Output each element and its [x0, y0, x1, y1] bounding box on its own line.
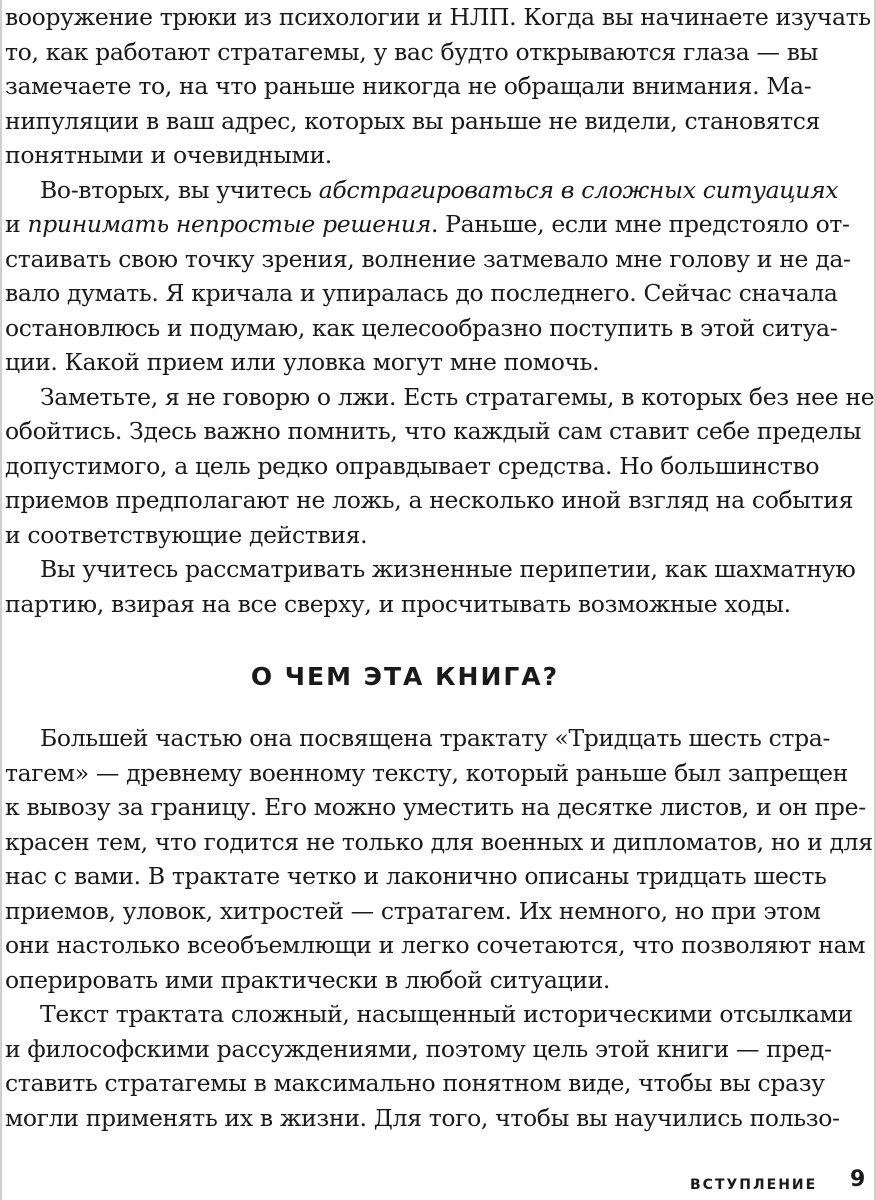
text-line: остановлюсь и подумаю, как целесообразно поступить в этой ситуа- — [5, 313, 838, 342]
text-line: нипуляции в ваш адрес, которых вы раньше не видели, становятся — [5, 106, 821, 135]
text-line: приемов, уловок, хитростей — стратагем. Их немного, но при этом — [5, 896, 821, 925]
section-heading: О ЧЕМ ЭТА КНИГА? — [250, 662, 560, 691]
body-text-upper — [5, 0, 875, 621]
text-line: они настолько всеобъемлющи и легко сочетаются, что позволяют нам — [5, 931, 866, 959]
text-line: замечаете то, на что раньше никогда не обращали внимания. Ма- — [5, 72, 812, 100]
text-line: то, как работают стратагемы, у вас будто открываются глаза — вы — [5, 37, 818, 66]
text-line: к вывозу за границу. Его можно уместить на десятке листов, и он пре- — [5, 793, 866, 821]
text-line — [5, 173, 839, 208]
text-line: стаивать свою точку зрения, волнение затмевало мне голову и не да- — [5, 244, 851, 273]
paragraph-6 — [5, 997, 853, 1135]
text-line: вооружение трюки из психологии и НЛП. Когда вы начинаете изучать — [5, 3, 871, 31]
text-line: и философскими рассуждениями, поэтому цель этой книги — пред- — [5, 1034, 832, 1063]
text-line: обойтись. Здесь важно помнить, что каждый сам ставит себе пределы — [5, 417, 862, 445]
text-line: понятными и очевидными. — [5, 141, 332, 169]
paragraph-1 — [5, 0, 871, 173]
text-line: Вы учитесь рассматривать жизненные перипетии, как шахматную — [40, 555, 856, 583]
paragraph-5 — [5, 721, 873, 997]
italic-phrase: принимать непростые решения — [27, 210, 431, 238]
text-line: могли применять их в жизни. Для того, чтобы вы научились пользо- — [5, 1103, 840, 1132]
text-line: приемов предполагают не ложь, а несколько иной взгляд на события — [5, 486, 854, 514]
text-line: красен тем, что годится не только для военных и дипломатов, но и для — [5, 827, 873, 856]
text-line: ции. Какой прием или уловка могут мне помочь. — [5, 348, 600, 376]
text-line: ставить стратагемы в максимально понятном виде, чтобы вы сразу — [5, 1069, 825, 1097]
page-number: 9 — [850, 1167, 866, 1192]
text-line: и соответствующие действия. — [5, 520, 368, 549]
text-line: Текст трактата сложный, насыщенный историческими отсылками — [40, 1000, 853, 1028]
paragraph-4 — [5, 552, 856, 621]
running-footer-section: ВСТУПЛЕНИЕ — [690, 1177, 818, 1193]
text-line: нас с вами. В трактате четко и лаконично описаны тридцать шесть — [5, 862, 827, 890]
text-run: . Раньше, если мне предстояло от- — [430, 210, 850, 238]
text-line — [5, 207, 850, 242]
text-line: партию, взирая на все сверху, и просчитывать возможные ходы. — [5, 589, 791, 618]
text-run: и — [5, 210, 28, 238]
page-edge-left — [0, 0, 2, 1200]
paragraph-3 — [5, 380, 875, 553]
text-line: тагем» — древнему военному тексту, который раньше был запрещен — [5, 758, 848, 787]
text-line: Заметьте, я не говорю о лжи. Есть стратагемы, в которых без нее не — [40, 382, 875, 411]
text-line: допустимого, а цель редко оправдывает средства. Но большинство — [5, 451, 820, 480]
text-line: вало думать. Я кричала и упиралась до последнего. Сейчас сначала — [5, 279, 838, 307]
body-text-lower — [5, 721, 873, 1135]
text-line: оперировать ими практически в любой ситуации. — [5, 965, 611, 994]
paragraph-2 — [5, 173, 851, 380]
text-run: Во-вторых, вы учитесь — [40, 175, 319, 204]
italic-phrase: абстрагироваться в сложных ситуациях — [318, 175, 839, 204]
text-line: Большей частью она посвящена трактату «Тридцать шесть стра- — [40, 724, 831, 752]
